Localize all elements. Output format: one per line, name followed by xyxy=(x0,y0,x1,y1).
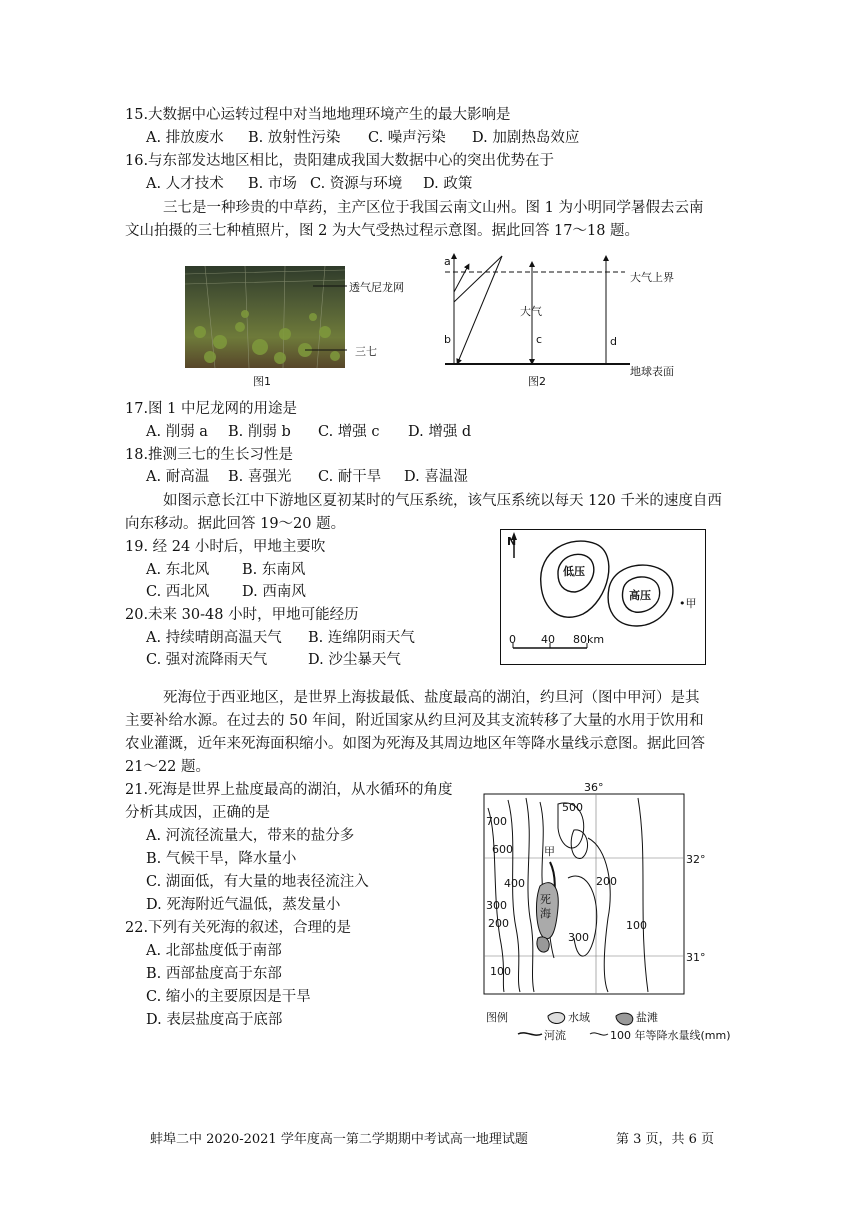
north-arrow-label: N xyxy=(507,535,517,548)
q21-option-b[interactable]: B. 气候干旱，降水量小 xyxy=(146,851,297,867)
q22-option-c[interactable]: C. 缩小的主要原因是干旱 xyxy=(146,989,311,1005)
q17-options xyxy=(146,422,471,442)
intro1-line2: 文山拍摄的三七种植照片，图 2 为大气受热过程示意图。据此回答 17～18 题。 xyxy=(125,223,640,239)
lat-32: 32° xyxy=(686,853,706,866)
q15-option-b[interactable]: B. 放射性污染 xyxy=(248,130,341,146)
q17-stem: 17.图 1 中尼龙网的用途是 xyxy=(125,401,298,417)
q22-option-b[interactable]: B. 西部盐度高于东部 xyxy=(146,966,282,982)
q20-option-a[interactable]: A. 持续晴朗高温天气 xyxy=(146,630,282,646)
iso-700: 700 xyxy=(486,815,507,828)
iso-200-west: 200 xyxy=(488,917,509,930)
intro1-line1: 三七是一种珍贵的中草药，主产区位于我国云南文山州。图 1 为小明同学暑假去云南 xyxy=(163,200,704,216)
fig1-label-plant: 三七 xyxy=(355,345,377,358)
legend-isohyet: 100 年等降水量线(mm) xyxy=(610,1029,731,1042)
q19-options-row1 xyxy=(146,560,305,580)
iso-400: 400 xyxy=(504,877,525,890)
q17-option-c[interactable]: C. 增强 c xyxy=(318,424,380,440)
q21-option-c[interactable]: C. 湖面低，有大量的地表径流注入 xyxy=(146,874,369,890)
q20-options-row1 xyxy=(146,628,415,648)
lat-31: 31° xyxy=(686,951,706,964)
iso-500: 500 xyxy=(562,801,583,814)
fig2-label-d: d xyxy=(610,335,617,348)
figure-2 xyxy=(440,252,700,394)
deadsea-map xyxy=(478,778,740,1044)
fig2-label-c: c xyxy=(536,333,543,346)
legend-water: 水域 xyxy=(568,1011,590,1024)
legend-river: 河流 xyxy=(544,1029,566,1042)
q22-option-d[interactable]: D. 表层盐度高于底部 xyxy=(146,1012,283,1028)
q19-option-a[interactable]: A. 东北风 xyxy=(146,562,210,578)
iso-600: 600 xyxy=(492,843,513,856)
q21-option-d[interactable]: D. 死海附近气温低，蒸发量小 xyxy=(146,897,341,913)
iso-200-east: 200 xyxy=(596,875,617,888)
q20-options-row2 xyxy=(146,650,401,670)
legend-salt-flat: 盐滩 xyxy=(636,1011,658,1024)
iso-300-west: 300 xyxy=(486,899,507,912)
q20-option-b[interactable]: B. 连绵阴雨天气 xyxy=(308,630,415,646)
q20-option-c[interactable]: C. 强对流降雨天气 xyxy=(146,652,268,668)
q21-option-a[interactable]: A. 河流径流量大，带来的盐分多 xyxy=(146,828,355,844)
intro2-line1: 如图示意长江中下游地区夏初某时的气压系统，该气压系统以每天 120 千米的速度自西 xyxy=(163,493,722,509)
q16-option-b[interactable]: B. 市场 xyxy=(248,176,297,192)
q20-stem: 20.未来 30-48 小时，甲地可能经历 xyxy=(125,607,359,623)
q19-option-c[interactable]: C. 西北风 xyxy=(146,584,210,600)
q19-option-d[interactable]: D. 西南风 xyxy=(242,584,306,600)
deadsea-label-1: 死 xyxy=(540,893,551,906)
q15-options xyxy=(146,128,579,148)
q17-option-b[interactable]: B. 削弱 b xyxy=(228,424,291,440)
fig2-label-atmos: 大气 xyxy=(520,305,542,318)
q21-stem-line2: 分析其成因，正确的是 xyxy=(125,805,270,821)
q15-option-d[interactable]: D. 加剧热岛效应 xyxy=(472,130,580,146)
q22-option-a[interactable]: A. 北部盐度低于南部 xyxy=(146,943,282,959)
fig2-label-top: 大气上界 xyxy=(630,271,674,284)
jia-river-label: 甲 xyxy=(544,845,555,858)
fig2-caption: 图2 xyxy=(528,375,546,388)
fig1-caption: 图1 xyxy=(253,375,271,388)
q15-stem: 15.大数据中心运转过程中对当地地理环境产生的最大影响是 xyxy=(125,107,511,123)
q20-option-d[interactable]: D. 沙尘暴天气 xyxy=(308,652,401,668)
scale-label-80km: 80km xyxy=(573,633,605,646)
fig2-label-a: a xyxy=(444,255,451,268)
q15-option-c[interactable]: C. 噪声污染 xyxy=(368,130,446,146)
low-pressure-label: 低压 xyxy=(563,565,585,578)
scale-label-40: 40 xyxy=(541,633,555,646)
iso-100-east: 100 xyxy=(626,919,647,932)
deadsea-label-2: 海 xyxy=(540,907,551,920)
q19-option-b[interactable]: B. 东南风 xyxy=(242,562,306,578)
q18-option-d[interactable]: D. 喜温湿 xyxy=(404,469,468,485)
figure-1 xyxy=(185,262,435,392)
q16-option-a[interactable]: A. 人才技术 xyxy=(146,176,224,192)
intro3-line4: 21～22 题。 xyxy=(125,759,211,775)
intro2-line2: 向东移动。据此回答 19～20 题。 xyxy=(125,516,346,532)
footer-title: 蚌埠二中 2020-2021 学年度高一第二学期期中考试高一地理试题 xyxy=(150,1132,528,1147)
q15-option-a[interactable]: A. 排放废水 xyxy=(146,130,224,146)
q18-option-a[interactable]: A. 耐高温 xyxy=(146,469,210,485)
q16-option-d[interactable]: D. 政策 xyxy=(423,176,473,192)
page-number: 第 3 页，共 6 页 xyxy=(616,1132,715,1147)
fig2-label-surface: 地球表面 xyxy=(630,365,674,378)
q21-stem-line1: 21.死海是世界上盐度最高的湖泊，从水循环的角度 xyxy=(125,782,453,798)
q22-stem: 22.下列有关死海的叙述，合理的是 xyxy=(125,920,352,936)
q16-options xyxy=(146,174,472,194)
q18-stem: 18.推测三七的生长习性是 xyxy=(125,447,294,463)
q17-option-d[interactable]: D. 增强 d xyxy=(408,424,472,440)
scale-label-0: 0 xyxy=(509,633,516,646)
high-pressure-label: 高压 xyxy=(629,589,651,602)
q16-option-c[interactable]: C. 资源与环境 xyxy=(310,176,403,192)
q19-options-row2 xyxy=(146,582,306,602)
iso-100-west: 100 xyxy=(490,965,511,978)
lat-36: 36° xyxy=(584,781,604,794)
intro3-line3: 农业灌溉，近年来死海面积缩小。如图为死海及其周边地区年等降水量线示意图。据此回答 xyxy=(125,736,705,752)
pressure-map xyxy=(500,529,706,665)
q19-stem: 19. 经 24 小时后，甲地主要吹 xyxy=(125,539,326,555)
q18-option-b[interactable]: B. 喜强光 xyxy=(228,469,292,485)
q17-option-a[interactable]: A. 削弱 a xyxy=(146,424,208,440)
fig1-label-net: 透气尼龙网 xyxy=(349,281,404,294)
fig2-label-b: b xyxy=(444,333,451,346)
iso-300-east: 300 xyxy=(568,931,589,944)
intro3-line2: 主要补给水源。在过去的 50 年间，附近国家从约旦河及其支流转移了大量的水用于饮用和 xyxy=(125,713,704,729)
q18-option-c[interactable]: C. 耐干旱 xyxy=(318,469,382,485)
q16-stem: 16.与东部发达地区相比，贵阳建成我国大数据中心的突出优势在于 xyxy=(125,153,555,169)
jia-location-label: •甲 xyxy=(679,597,697,610)
intro3-line1: 死海位于西亚地区，是世界上海拔最低、盐度最高的湖泊，约旦河（图中甲河）是其 xyxy=(163,690,700,706)
q18-options xyxy=(146,467,468,487)
legend-title: 图例 xyxy=(486,1011,508,1024)
